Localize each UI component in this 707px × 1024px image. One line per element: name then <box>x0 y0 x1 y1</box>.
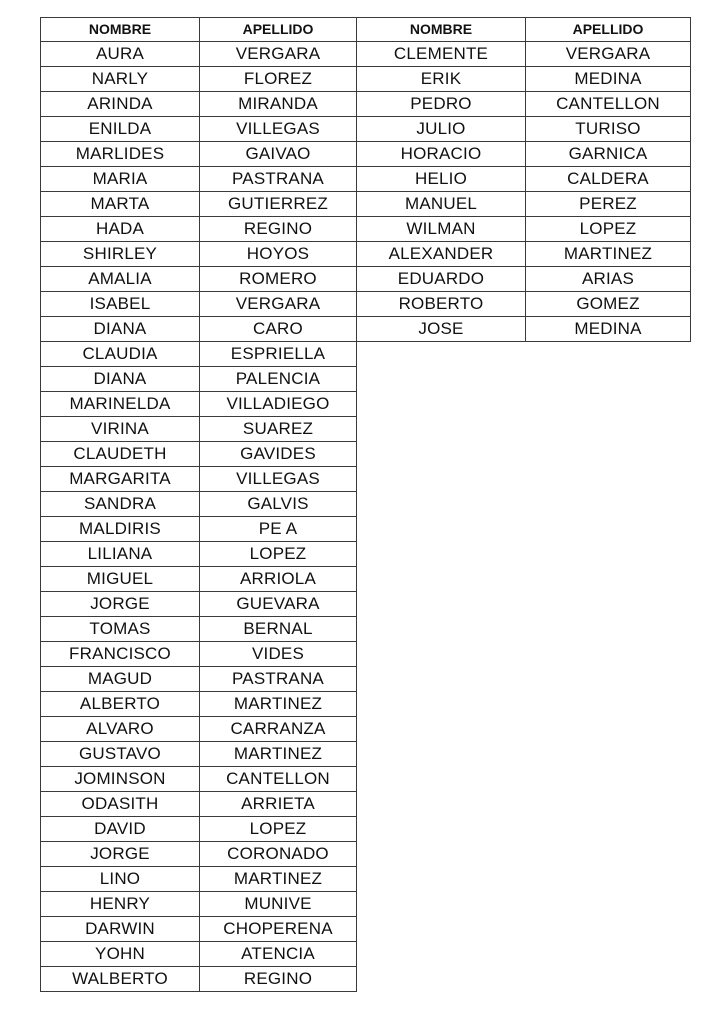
apellido-cell: MIRANDA <box>200 92 357 117</box>
nombre-cell: ENILDA <box>41 117 200 142</box>
nombre-cell: CLAUDETH <box>41 442 200 467</box>
header-row <box>41 18 357 42</box>
apellido-cell: MEDINA <box>526 67 691 92</box>
apellido-cell: GUEVARA <box>200 592 357 617</box>
table-row <box>357 117 691 142</box>
table-row <box>357 267 691 292</box>
table-row <box>41 717 357 742</box>
apellido-cell: LOPEZ <box>200 542 357 567</box>
apellido-cell: CANTELLON <box>200 767 357 792</box>
apellido-cell: TURISO <box>526 117 691 142</box>
table-row <box>41 217 357 242</box>
table-row <box>357 167 691 192</box>
apellido-cell: CARO <box>200 317 357 342</box>
table-row <box>41 817 357 842</box>
apellido-cell: GUTIERREZ <box>200 192 357 217</box>
table-row <box>357 142 691 167</box>
apellido-cell: PALENCIA <box>200 367 357 392</box>
apellido-cell: ARRIETA <box>200 792 357 817</box>
table-row <box>41 792 357 817</box>
apellido-cell: PEREZ <box>526 192 691 217</box>
apellido-cell: MARTINEZ <box>200 692 357 717</box>
apellido-cell: BERNAL <box>200 617 357 642</box>
nombre-cell: AMALIA <box>41 267 200 292</box>
nombre-cell: DIANA <box>41 367 200 392</box>
nombre-cell: MARINELDA <box>41 392 200 417</box>
apellido-cell: ROMERO <box>200 267 357 292</box>
table-row <box>41 492 357 517</box>
nombre-cell: VIRINA <box>41 417 200 442</box>
nombre-cell: MALDIRIS <box>41 517 200 542</box>
table-row <box>357 217 691 242</box>
nombre-cell: SANDRA <box>41 492 200 517</box>
nombre-cell: ALVARO <box>41 717 200 742</box>
apellido-cell: GAVIDES <box>200 442 357 467</box>
table-row <box>41 117 357 142</box>
apellido-cell: GALVIS <box>200 492 357 517</box>
nombre-cell: MAGUD <box>41 667 200 692</box>
table-row <box>41 267 357 292</box>
table-row <box>357 42 691 67</box>
nombre-cell: LINO <box>41 867 200 892</box>
nombre-cell: MARGARITA <box>41 467 200 492</box>
nombre-cell: JOSE <box>357 317 526 342</box>
apellido-cell: CANTELLON <box>526 92 691 117</box>
column-header-nombre: NOMBRE <box>41 18 200 42</box>
apellido-cell: MEDINA <box>526 317 691 342</box>
nombre-cell: HELIO <box>357 167 526 192</box>
table-body-left <box>41 42 357 992</box>
nombre-cell: MANUEL <box>357 192 526 217</box>
apellido-cell: MUNIVE <box>200 892 357 917</box>
table-row <box>357 242 691 267</box>
table-row <box>41 692 357 717</box>
table-row <box>41 942 357 967</box>
nombre-cell: TOMAS <box>41 617 200 642</box>
names-table-left <box>40 17 357 992</box>
apellido-cell: SUAREZ <box>200 417 357 442</box>
table-row <box>41 567 357 592</box>
nombre-cell: HORACIO <box>357 142 526 167</box>
column-header-nombre: NOMBRE <box>357 18 526 42</box>
table-row <box>41 367 357 392</box>
table-row <box>357 67 691 92</box>
apellido-cell: PE A <box>200 517 357 542</box>
table-row <box>41 292 357 317</box>
table-row <box>41 742 357 767</box>
table-row <box>357 92 691 117</box>
header-row <box>357 18 691 42</box>
nombre-cell: MARTA <box>41 192 200 217</box>
nombre-cell: EDUARDO <box>357 267 526 292</box>
nombre-cell: DARWIN <box>41 917 200 942</box>
nombre-cell: CLEMENTE <box>357 42 526 67</box>
column-header-apellido: APELLIDO <box>526 18 691 42</box>
apellido-cell: CALDERA <box>526 167 691 192</box>
nombre-cell: NARLY <box>41 67 200 92</box>
apellido-cell: VERGARA <box>526 42 691 67</box>
table-row <box>41 592 357 617</box>
table-row <box>41 767 357 792</box>
nombre-cell: ARINDA <box>41 92 200 117</box>
apellido-cell: HOYOS <box>200 242 357 267</box>
apellido-cell: CORONADO <box>200 842 357 867</box>
table-row <box>41 542 357 567</box>
table-row <box>357 317 691 342</box>
table-row <box>41 617 357 642</box>
table-row <box>41 642 357 667</box>
table-row <box>41 967 357 992</box>
nombre-cell: DAVID <box>41 817 200 842</box>
apellido-cell: VILLEGAS <box>200 467 357 492</box>
nombre-cell: SHIRLEY <box>41 242 200 267</box>
nombre-cell: AURA <box>41 42 200 67</box>
nombre-cell: JULIO <box>357 117 526 142</box>
nombre-cell: MIGUEL <box>41 567 200 592</box>
apellido-cell: VIDES <box>200 642 357 667</box>
nombre-cell: ALEXANDER <box>357 242 526 267</box>
table-body-right <box>357 42 691 342</box>
apellido-cell: GOMEZ <box>526 292 691 317</box>
nombre-cell: WALBERTO <box>41 967 200 992</box>
nombre-cell: ERIK <box>357 67 526 92</box>
names-table-right <box>356 17 691 342</box>
table-row <box>41 892 357 917</box>
nombre-cell: WILMAN <box>357 217 526 242</box>
nombre-cell: FRANCISCO <box>41 642 200 667</box>
nombre-cell: HADA <box>41 217 200 242</box>
nombre-cell: HENRY <box>41 892 200 917</box>
apellido-cell: PASTRANA <box>200 667 357 692</box>
table-row <box>41 167 357 192</box>
nombre-cell: JORGE <box>41 842 200 867</box>
nombre-cell: JORGE <box>41 592 200 617</box>
apellido-cell: LOPEZ <box>200 817 357 842</box>
table-row <box>41 842 357 867</box>
table-row <box>357 192 691 217</box>
apellido-cell: MARTINEZ <box>200 867 357 892</box>
apellido-cell: MARTINEZ <box>526 242 691 267</box>
apellido-cell: GARNICA <box>526 142 691 167</box>
apellido-cell: CHOPERENA <box>200 917 357 942</box>
table-row <box>41 517 357 542</box>
nombre-cell: ROBERTO <box>357 292 526 317</box>
nombre-cell: DIANA <box>41 317 200 342</box>
column-header-apellido: APELLIDO <box>200 18 357 42</box>
apellido-cell: ARIAS <box>526 267 691 292</box>
table-row <box>41 667 357 692</box>
nombre-cell: YOHN <box>41 942 200 967</box>
table-row <box>41 242 357 267</box>
table-row <box>41 392 357 417</box>
apellido-cell: ATENCIA <box>200 942 357 967</box>
table-row <box>41 342 357 367</box>
apellido-cell: ESPRIELLA <box>200 342 357 367</box>
nombre-cell: ODASITH <box>41 792 200 817</box>
table-row <box>41 867 357 892</box>
apellido-cell: FLOREZ <box>200 67 357 92</box>
apellido-cell: CARRANZA <box>200 717 357 742</box>
nombre-cell: GUSTAVO <box>41 742 200 767</box>
table-row <box>41 42 357 67</box>
table-row <box>41 917 357 942</box>
apellido-cell: REGINO <box>200 967 357 992</box>
table-row <box>41 67 357 92</box>
nombre-cell: LILIANA <box>41 542 200 567</box>
apellido-cell: VILLADIEGO <box>200 392 357 417</box>
nombre-cell: ALBERTO <box>41 692 200 717</box>
table-row <box>41 142 357 167</box>
nombre-cell: MARLIDES <box>41 142 200 167</box>
table-row <box>41 92 357 117</box>
table-row <box>41 442 357 467</box>
apellido-cell: ARRIOLA <box>200 567 357 592</box>
table-row <box>41 317 357 342</box>
apellido-cell: VERGARA <box>200 42 357 67</box>
table-row <box>41 467 357 492</box>
nombre-cell: CLAUDIA <box>41 342 200 367</box>
apellido-cell: MARTINEZ <box>200 742 357 767</box>
nombre-cell: MARIA <box>41 167 200 192</box>
apellido-cell: GAIVAO <box>200 142 357 167</box>
apellido-cell: PASTRANA <box>200 167 357 192</box>
table-row <box>41 417 357 442</box>
nombre-cell: PEDRO <box>357 92 526 117</box>
apellido-cell: LOPEZ <box>526 217 691 242</box>
nombre-cell: JOMINSON <box>41 767 200 792</box>
table-row <box>41 192 357 217</box>
table-row <box>357 292 691 317</box>
apellido-cell: VERGARA <box>200 292 357 317</box>
apellido-cell: VILLEGAS <box>200 117 357 142</box>
apellido-cell: REGINO <box>200 217 357 242</box>
nombre-cell: ISABEL <box>41 292 200 317</box>
